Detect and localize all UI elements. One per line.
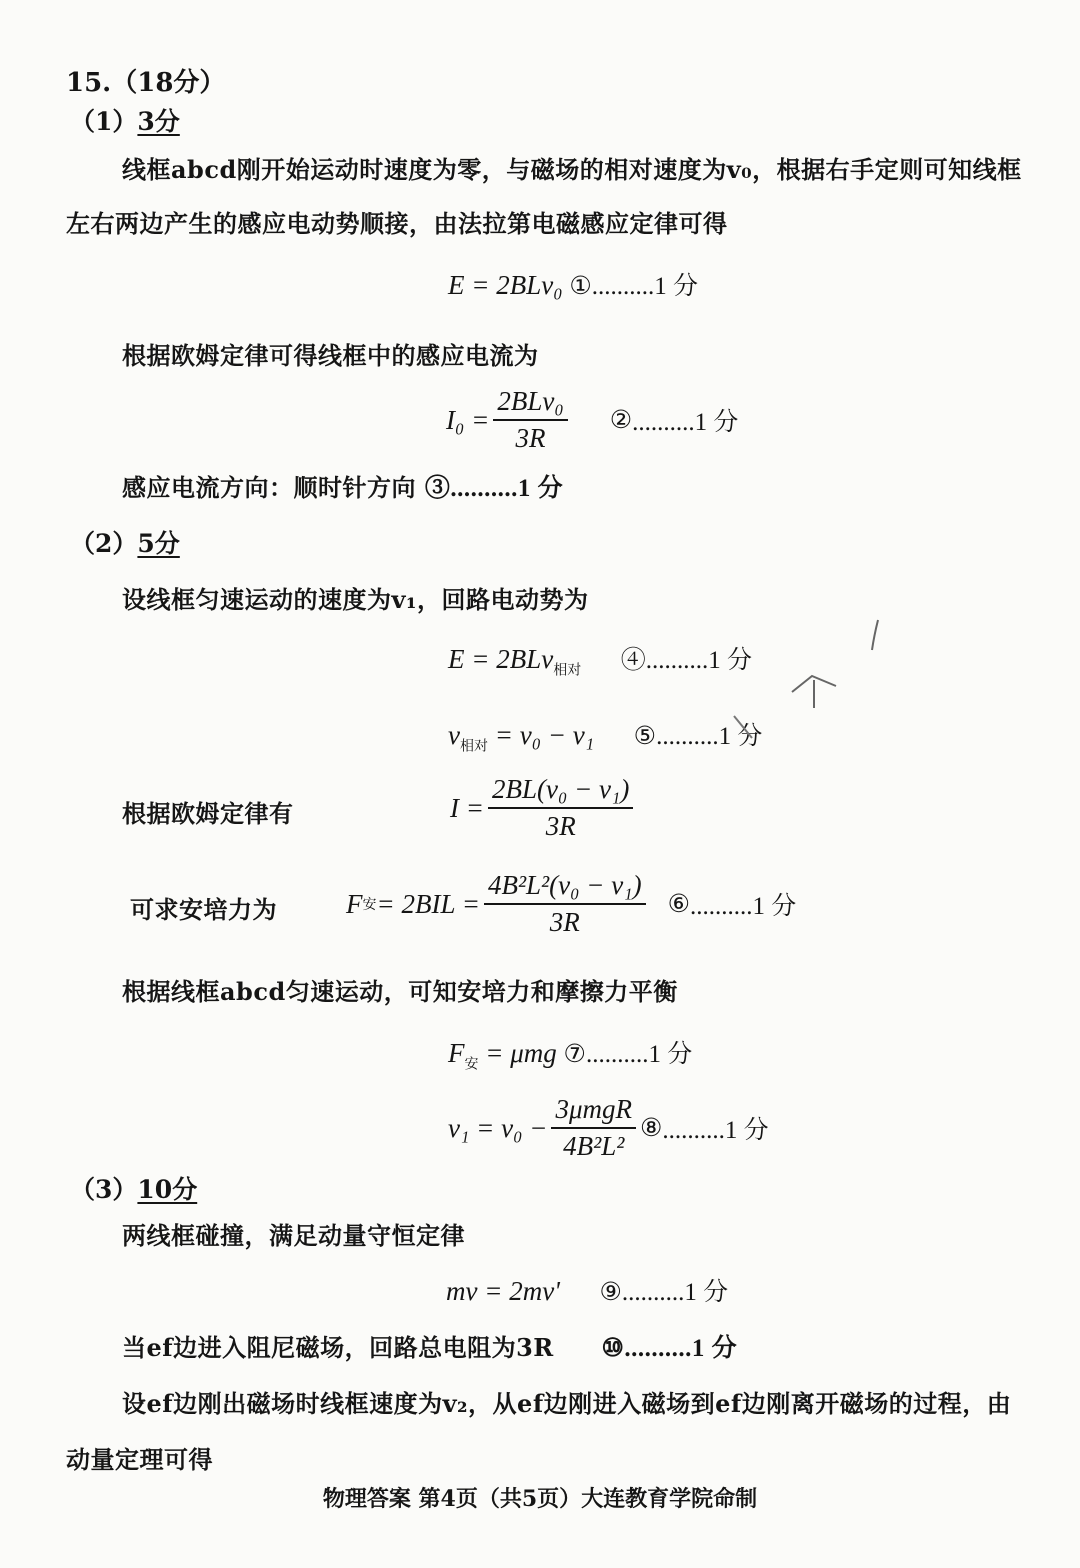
equation-6-score: ..........1 分: [690, 893, 797, 920]
equation-3-text: 感应电流方向：顺时针方向: [122, 473, 416, 502]
equation-10-text: 当ef边进入阻尼磁场，回路总电阻为3R: [122, 1333, 554, 1362]
equation-5-sub: 相对: [459, 738, 488, 755]
pencil-stroke-1: [872, 620, 878, 650]
equation-2-numerator: 2BLv₀: [493, 386, 567, 421]
equation-7-lhs: F: [448, 1038, 465, 1068]
part2-paragraph-3: 可求安培力为: [130, 895, 277, 924]
equation-2-score: ..........1 分: [632, 409, 739, 436]
equation-2-lhs: I₀ =: [446, 404, 490, 435]
equation-9-expr: mv = 2mv': [446, 1276, 560, 1306]
equation-5-mark: ⑤: [633, 723, 657, 750]
equation-10-score: ..........1 分: [624, 1335, 738, 1362]
equation-8-denominator: 4B²L²: [563, 1131, 625, 1161]
part1-points: 3分: [137, 107, 180, 136]
part2-label: （2）: [70, 529, 138, 558]
part3-points: 10分: [137, 1175, 198, 1204]
part2-points: 5分: [137, 529, 180, 558]
equation-8-lhs: v₁ = v₀ −: [448, 1112, 548, 1143]
equation-10-mark: ⑩: [601, 1335, 625, 1362]
part2-paragraph-2: 根据欧姆定律有: [122, 799, 294, 828]
equation-3-score: ..........1 分: [450, 475, 564, 502]
part3-paragraph-1: 两线框碰撞，满足动量守恒定律: [122, 1221, 465, 1250]
equation-6-lhs: F: [346, 888, 363, 919]
equation-8-mark: ⑧: [639, 1115, 663, 1142]
equation-1-score: ..........1 分: [591, 273, 699, 300]
equation-2-mark: ②: [609, 407, 633, 434]
part3-label: （3）: [70, 1175, 138, 1204]
equation-7-mark: ⑦: [563, 1041, 586, 1068]
part2-paragraph-4: 根据线框abcd匀速运动，可知安培力和摩擦力平衡: [122, 977, 678, 1006]
equation-7-score: ..........1 分: [585, 1041, 693, 1068]
part2-paragraph-1: 设线框匀速运动的速度为v₁，回路电动势为: [122, 585, 589, 614]
equation-4-expr: E = 2BLv: [448, 644, 554, 674]
equation-4-sub: 相对: [553, 662, 582, 679]
pencil-stroke-4: [734, 716, 752, 738]
equation-4-mark: ④: [620, 647, 646, 674]
part1-paragraph-line2: 左右两边产生的感应电动势顺接，由法拉第电磁感应定律可得: [66, 209, 728, 238]
part3-paragraph-2-line2: 动量定理可得: [66, 1445, 213, 1474]
equation-6-sub: 安: [362, 897, 377, 913]
equation-4-score: ..........1 分: [645, 647, 752, 674]
part1-paragraph-2: 根据欧姆定律可得线框中的感应电流为: [122, 341, 539, 370]
equation-6-mid: = 2BIL =: [376, 888, 480, 919]
equation-6-denominator: 3R: [549, 907, 580, 937]
equation-7-rhs: = μmg: [478, 1038, 557, 1068]
equation-8-numerator: 3μmgR: [551, 1094, 636, 1129]
equation-5-lhs: v: [448, 720, 460, 750]
equation-3-mark: ③: [424, 475, 451, 502]
equation-5-score: ..........1 分: [656, 723, 763, 750]
page-footer: 物理答案 第4页（共5页）大连教育学院命制: [322, 1486, 758, 1512]
equation-1-mark: ①: [569, 273, 592, 300]
equation-9-mark: ⑨: [599, 1279, 622, 1306]
equation-current-lhs: I =: [450, 792, 484, 823]
equation-6-numerator: 4B²L²(v₀ − v₁): [484, 870, 646, 905]
part3-paragraph-2-line1: 设ef边刚出磁场时线框速度为v₂，从ef边刚进入磁场到ef边刚离开磁场的过程，由: [122, 1389, 1012, 1418]
question-header: 15.（18分）: [66, 68, 226, 98]
part1-label: （1）: [70, 107, 138, 136]
equation-9-score: ..........1 分: [621, 1279, 729, 1306]
part1-paragraph-line1: 线框abcd刚开始运动时速度为零，与磁场的相对速度为v₀，根据右手定则可知线框: [122, 155, 1022, 184]
equation-current-numerator: 2BL(v₀ − v₁): [488, 774, 633, 809]
equation-1-expr: E = 2BLv₀: [448, 270, 563, 300]
equation-7-sub: 安: [464, 1056, 479, 1073]
equation-8-score: ..........1 分: [662, 1117, 769, 1144]
equation-current-denominator: 3R: [545, 811, 576, 841]
equation-5-rhs: = v₀ − v₁: [487, 720, 595, 750]
equation-2-denominator: 3R: [515, 423, 546, 453]
equation-6-mark: ⑥: [667, 891, 691, 918]
